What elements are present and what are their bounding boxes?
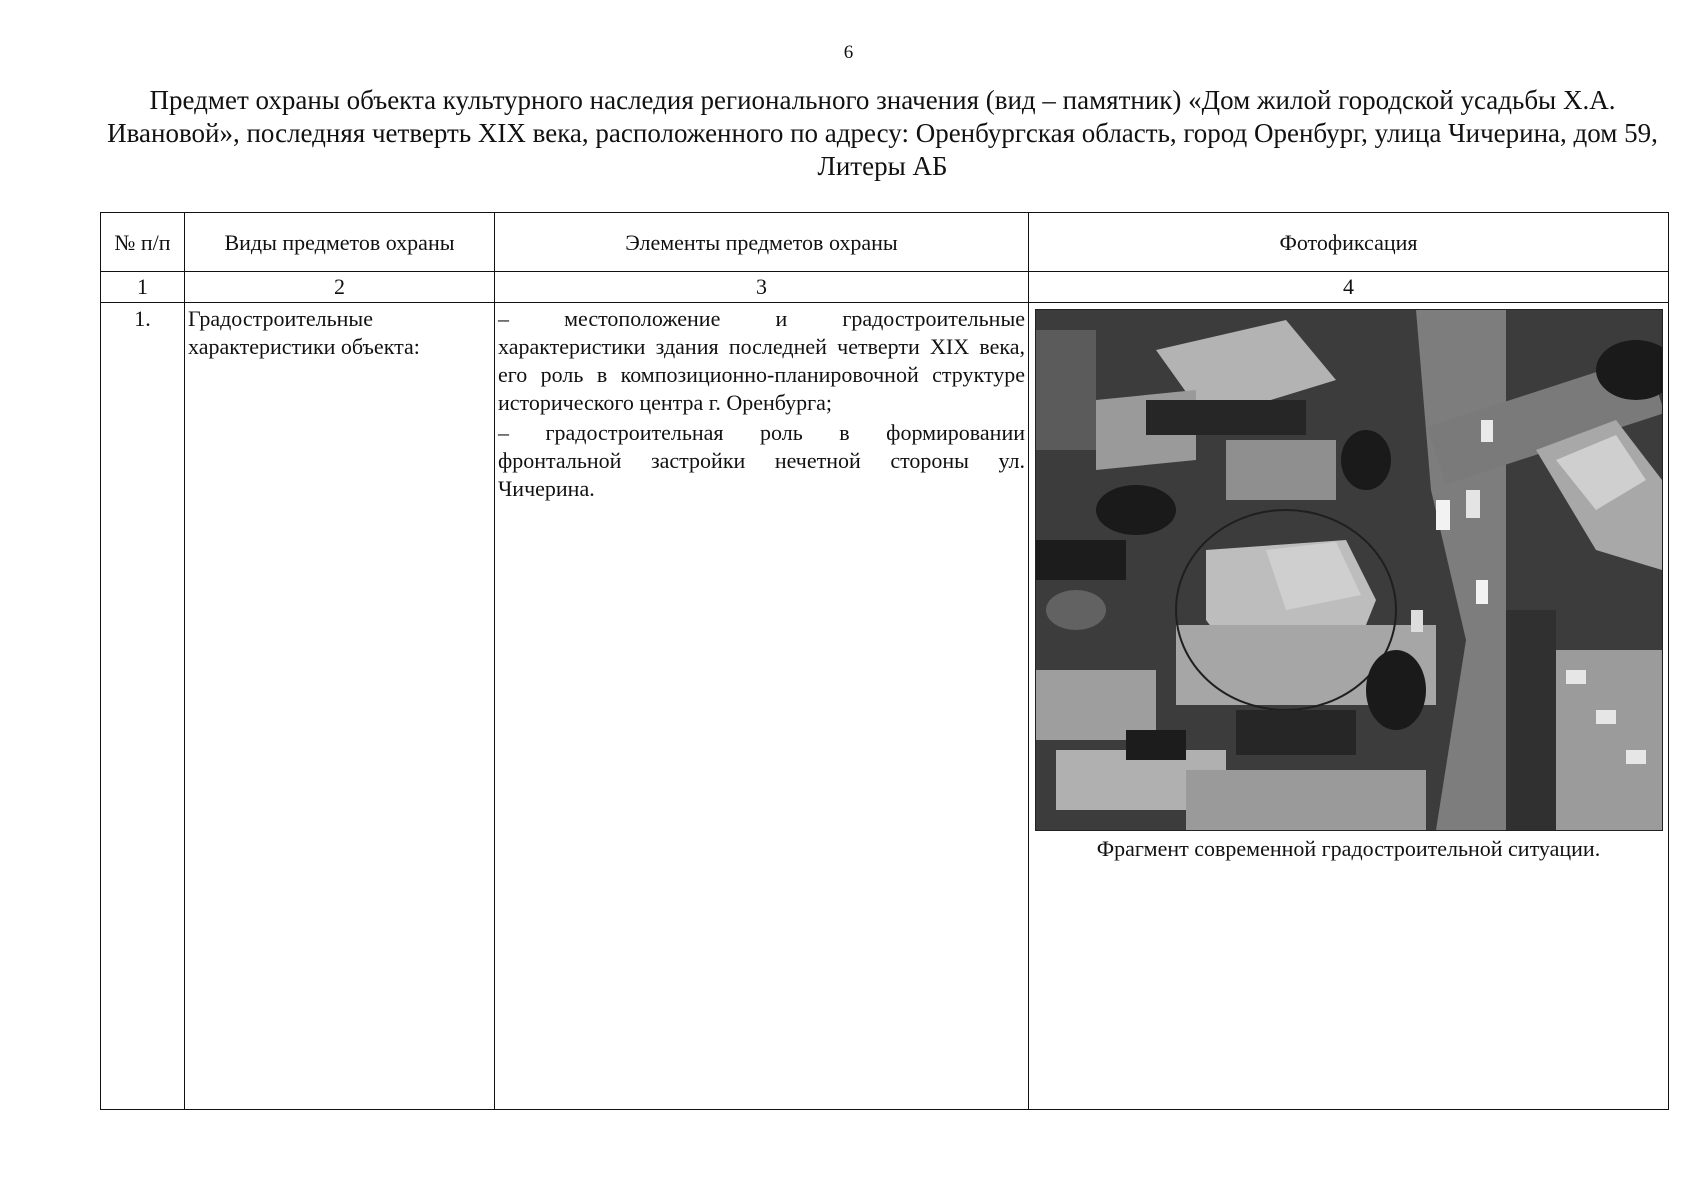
element-item: – градостроительная роль в формировании фронтальной застройки нечетной стороны ул. Чичерина.	[498, 420, 1025, 501]
header-photo-record: Фотофиксация	[1029, 213, 1669, 272]
page-number: 6	[843, 42, 854, 63]
header-protection-kinds: Виды предметов охраны	[185, 213, 495, 272]
element-item: – местоположение и градостроительные характеристики здания последней четверти XIX века, его роль в композиционно-планировочной структуре исторического центра г. Оренбурга;	[498, 306, 1025, 415]
header-protection-elements: Элементы предметов охраны	[495, 213, 1029, 272]
column-number: 2	[185, 272, 495, 303]
table-row	[101, 303, 1669, 1110]
column-number: 4	[1029, 272, 1669, 303]
column-number-row	[101, 272, 1669, 303]
row-number: 1.	[101, 303, 185, 1110]
header-number: № п/п	[101, 213, 185, 272]
document-title: Предмет охраны объекта культурного наследия регионального значения (вид – памятник) «Дом жилой городской усадьбы Х.А. Ивановой», последняя четверть XIX века, расположенного по адресу: Оренбургская область, город Оренбург, улица Чичерина, дом 59, Литеры АБ	[107, 85, 1658, 181]
protection-subject-table	[100, 212, 1669, 1110]
table-header-row	[101, 213, 1669, 272]
protection-kind: Градостроительные характеристики объекта:	[185, 303, 495, 1110]
column-number: 3	[495, 272, 1029, 303]
photo-caption: Фрагмент современной градостроительной ситуации.	[1096, 836, 1601, 861]
protection-elements	[495, 303, 1029, 1110]
photo-cell	[1029, 303, 1669, 1110]
column-number: 1	[101, 272, 185, 303]
aerial-photo	[1035, 309, 1663, 831]
